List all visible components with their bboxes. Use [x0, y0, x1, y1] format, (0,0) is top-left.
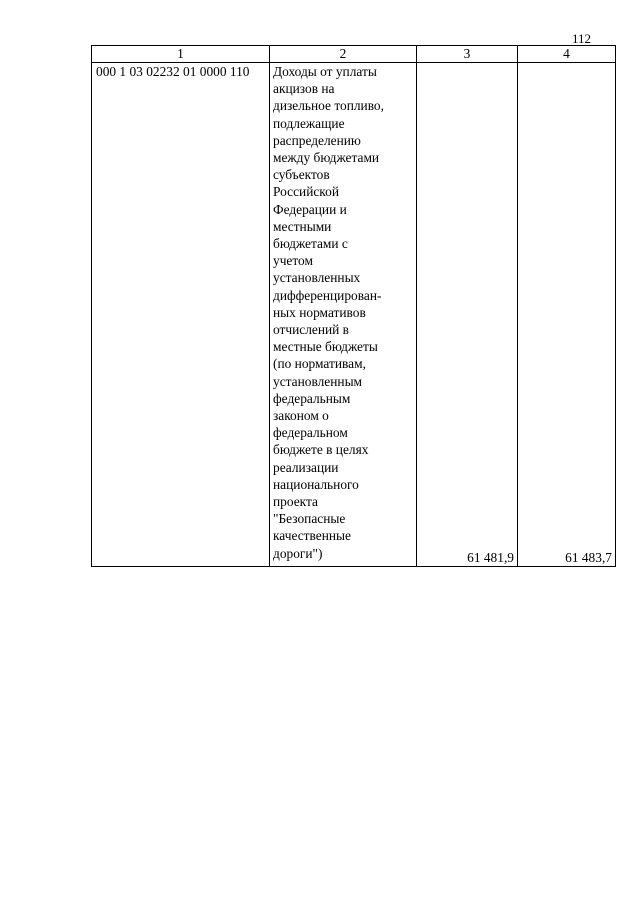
description-line: качественные [273, 528, 351, 544]
description-line: подлежащие [273, 115, 345, 131]
revenue-description [270, 63, 417, 567]
description-line: бюджетами с [273, 236, 348, 252]
description-line: национального [273, 476, 359, 492]
description-line: ных нормативов [273, 304, 366, 320]
description-line: акцизов на [273, 81, 335, 97]
column-header-2: 2 [270, 46, 417, 63]
budget-table [91, 45, 616, 567]
description-line: дифференцирован- [273, 287, 382, 303]
description-line: Доходы от уплаты [273, 64, 377, 79]
description-line: дизельное топливо, [273, 98, 384, 114]
description-line: между бюджетами [273, 150, 380, 166]
description-line: местными [273, 218, 332, 234]
description-line: законом о [273, 408, 329, 424]
description-line: (по нормативам, [273, 356, 366, 372]
description-line: федеральным [273, 390, 351, 406]
description-line: установленных [273, 270, 361, 286]
amount-column-4: 61 483,7 [518, 63, 616, 567]
column-header-1: 1 [92, 46, 270, 63]
description-line: бюджете в целях [273, 442, 369, 458]
table-header-row [92, 46, 616, 63]
description-line: реализации [273, 459, 339, 475]
description-line: "Безопасные [273, 511, 346, 527]
budget-classification-code: 000 1 03 02232 01 0000 110 [92, 63, 270, 567]
description-line: Федерации и [273, 201, 347, 217]
table-row [92, 63, 616, 567]
amount-column-3: 61 481,9 [417, 63, 518, 567]
description-line: федеральном [273, 425, 348, 441]
description-line: дороги") [273, 545, 323, 561]
description-line: установленным [273, 373, 363, 389]
description-line: субъектов [273, 167, 330, 183]
page-number: 112 [572, 31, 592, 46]
description-line: местные бюджеты [273, 339, 378, 355]
description-line: Российской [273, 184, 339, 200]
description-line: отчислений в [273, 322, 350, 338]
description-line: проекта [273, 494, 318, 510]
column-header-3: 3 [417, 46, 518, 63]
description-line: учетом [273, 253, 313, 269]
column-header-4: 4 [518, 46, 616, 63]
description-line: распределению [273, 132, 361, 148]
